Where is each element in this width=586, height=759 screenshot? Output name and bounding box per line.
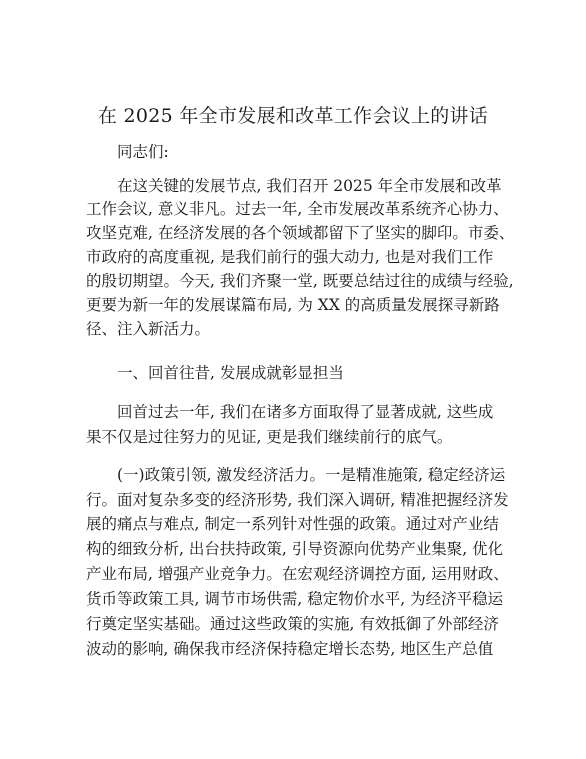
paragraph-1-line-3: 攻坚克难, 在经济发展的各个领域都留下了坚实的脚印。市委、	[86, 224, 515, 242]
paragraph-3-line-4: 构的细致分析, 出台扶持政策, 引导资源向优势产业集聚, 优化	[86, 540, 504, 558]
salutation: 同志们:	[117, 143, 169, 161]
section-1-heading: 一、回首往昔, 发展成就彰显担当	[117, 364, 344, 382]
paragraph-1-line-5: 的殷切期望。今天, 我们齐聚一堂, 既要总结过往的成绩与经验,	[86, 272, 514, 290]
paragraph-2-line-2: 果不仅是过往努力的见证, 更是我们继续前行的底气。	[86, 428, 453, 446]
paragraph-3-line-8: 波动的影响, 确保我市经济保持稳定增长态势, 地区生产总值	[86, 640, 494, 658]
paragraph-1-line-4: 市政府的高度重视, 是我们前行的强大动力, 也是对我们工作	[86, 248, 494, 266]
paragraph-3-line-7: 行奠定坚实基础。通过这些政策的实施, 有效抵御了外部经济	[86, 615, 499, 633]
paragraph-3-line-6: 货币等政策工具, 调节市场供需, 稳定物价水平, 为经济平稳运	[86, 590, 504, 608]
paragraph-1-line-2: 工作会议, 意义非凡。过去一年, 全市发展改革系统齐心协力、	[86, 200, 509, 218]
paragraph-3-line-1: (一)政策引领, 激发经济活力。一是精准施策, 稳定经济运	[117, 466, 506, 484]
paragraph-3-line-3: 展的痛点与难点, 制定一系列针对性强的政策。通过对产业结	[86, 515, 499, 533]
paragraph-1-line-6: 更要为新一年的发展谋篇布局, 为 XX 的高质量发展探寻新路	[86, 296, 500, 314]
paragraph-1-line-7: 径、注入新活力。	[86, 320, 211, 338]
paragraph-2-line-1: 回首过去一年, 我们在诸多方面取得了显著成就, 这些成	[117, 403, 494, 421]
paragraph-3-line-2: 行。面对复杂多变的经济形势, 我们深入调研, 精准把握经济发	[86, 491, 509, 509]
paragraph-1-line-1: 在这关键的发展节点, 我们召开 2025 年全市发展和改革	[117, 177, 502, 195]
document-title: 在 2025 年全市发展和改革工作会议上的讲话	[97, 105, 489, 127]
paragraph-3-line-5: 产业布局, 增强产业竞争力。在宏观经济调控方面, 运用财政、	[86, 565, 509, 583]
